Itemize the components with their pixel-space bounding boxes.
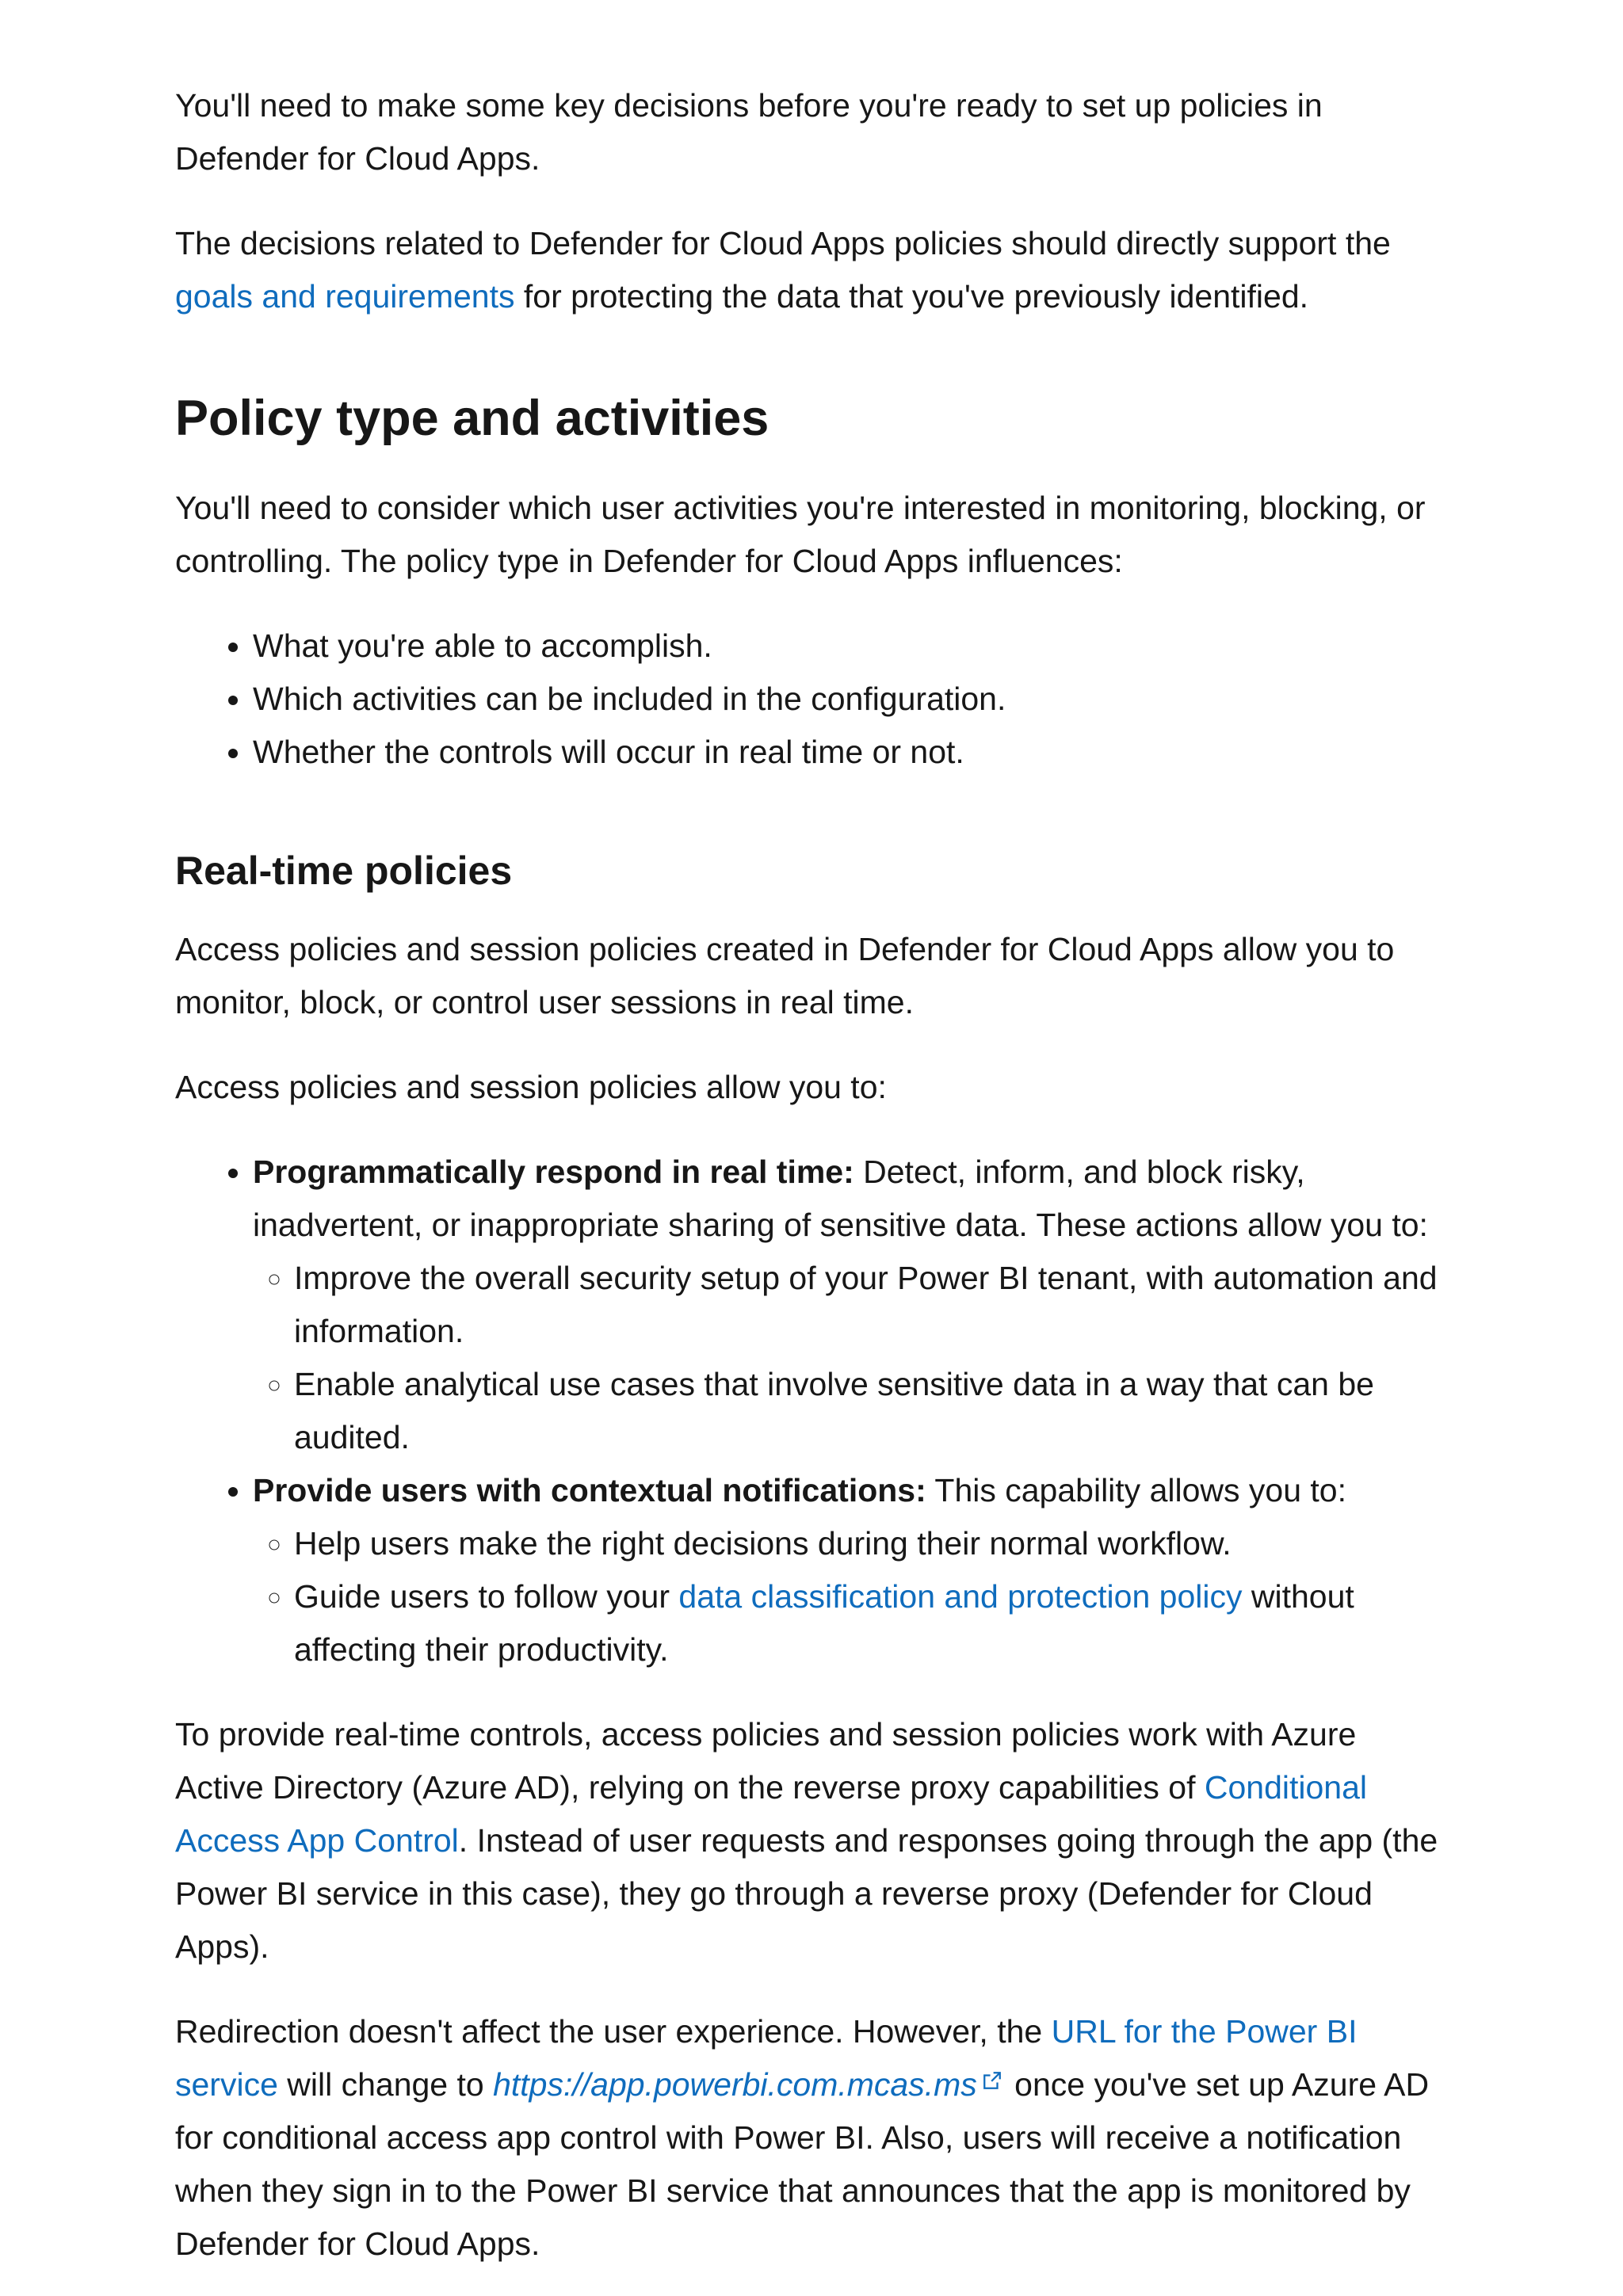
intro-paragraph: You'll need to make some key decisions before you're ready to set up policies in Defender for Cloud Apps. (175, 87, 1323, 177)
policy-type-heading: Policy type and activities (175, 391, 769, 446)
realtime-capabilities-list (175, 1146, 1449, 1676)
sub-list (253, 1517, 1449, 1676)
paragraph-text-after: once you've set up Azure AD for conditional access app control with Power BI. Also, users will receive a notification when they sign in to the Power BI service that announces that the app is monitored by Defender for Cloud Apps. (175, 2066, 1430, 2262)
external-link-icon (982, 2070, 1002, 2091)
conditional-access-link[interactable]: Conditional Access App Control (175, 1769, 1367, 1859)
sub-list-text-before: Guide users to follow your (294, 1578, 679, 1615)
sub-list-item: ◦ Enable analytical use cases that involve sensitive data in a way that can be audited. (294, 1358, 1449, 1464)
paragraph-text-before: Redirection doesn't affect the user experience. However, the (175, 2013, 1052, 2050)
paragraph-text-mid: will change to (277, 2066, 494, 2103)
mcas-url-text: https://app.powerbi.com.mcas.ms (493, 2066, 977, 2103)
realtime-paragraph-1: Access policies and session policies created in Defender for Cloud Apps allow you to monitor, block, or control user sessions in real time. (175, 931, 1395, 1020)
list-item (253, 1146, 1449, 1464)
list-item-text: This capability allows you to: (926, 1472, 1346, 1508)
paragraph-text-before: To provide real-time controls, access policies and session policies work with Azure Active Directory (Azure AD), relying on the reverse proxy capabilities of (175, 1716, 1357, 1806)
mcas-url-link[interactable] (493, 2066, 1006, 2103)
paragraph-text-after: . Instead of user requests and responses going through the app (the Power BI service in this case), they go through a reverse proxy (Defender for Cloud Apps). (175, 1822, 1438, 1965)
realtime-paragraph-4 (175, 2005, 1449, 2271)
sub-list-item: ◦ Help users make the right decisions during their normal workflow. (294, 1517, 1449, 1570)
list-item: • Whether the controls will occur in real time or not. (253, 726, 1449, 779)
sub-list-item (294, 1570, 1449, 1676)
intro-goals-text-before: The decisions related to Defender for Cloud Apps policies should directly support the (175, 225, 1391, 261)
realtime-heading: Real-time policies (175, 849, 513, 893)
list-item-text: Detect, inform, and block risky, inadvertent, or inappropriate sharing of sensitive data. These actions allow you to: (253, 1154, 1428, 1243)
goals-requirements-link[interactable]: goals and requirements (175, 278, 515, 315)
data-classification-policy-link[interactable]: data classification and protection policy (678, 1578, 1243, 1615)
realtime-paragraph-3 (175, 1708, 1449, 1974)
list-item: • What you're able to accomplish. (253, 620, 1449, 673)
intro-goals-text-after: for protecting the data that you've previously identified. (514, 278, 1309, 315)
intro-goals-paragraph (175, 217, 1449, 323)
realtime-paragraph-2: Access policies and session policies allow you to: (175, 1069, 887, 1105)
list-item-title: Programmatically respond in real time: (253, 1154, 854, 1190)
sub-list (253, 1252, 1449, 1464)
sub-list-item: ◦ Improve the overall security setup of your Power BI tenant, with automation and information. (294, 1252, 1449, 1358)
list-item-title: Provide users with contextual notifications: (253, 1472, 926, 1508)
policy-type-list (175, 620, 1449, 779)
powerbi-service-url-link[interactable]: URL for the Power BI service (175, 2013, 1358, 2103)
list-item: • Which activities can be included in the configuration. (253, 673, 1449, 726)
list-item (253, 1464, 1449, 1676)
sub-list-text-after: without affecting their productivity. (294, 1578, 1354, 1668)
policy-type-paragraph: You'll need to consider which user activities you're interested in monitoring, blocking, or controlling. The policy type in Defender for Cloud Apps influences: (175, 490, 1426, 579)
